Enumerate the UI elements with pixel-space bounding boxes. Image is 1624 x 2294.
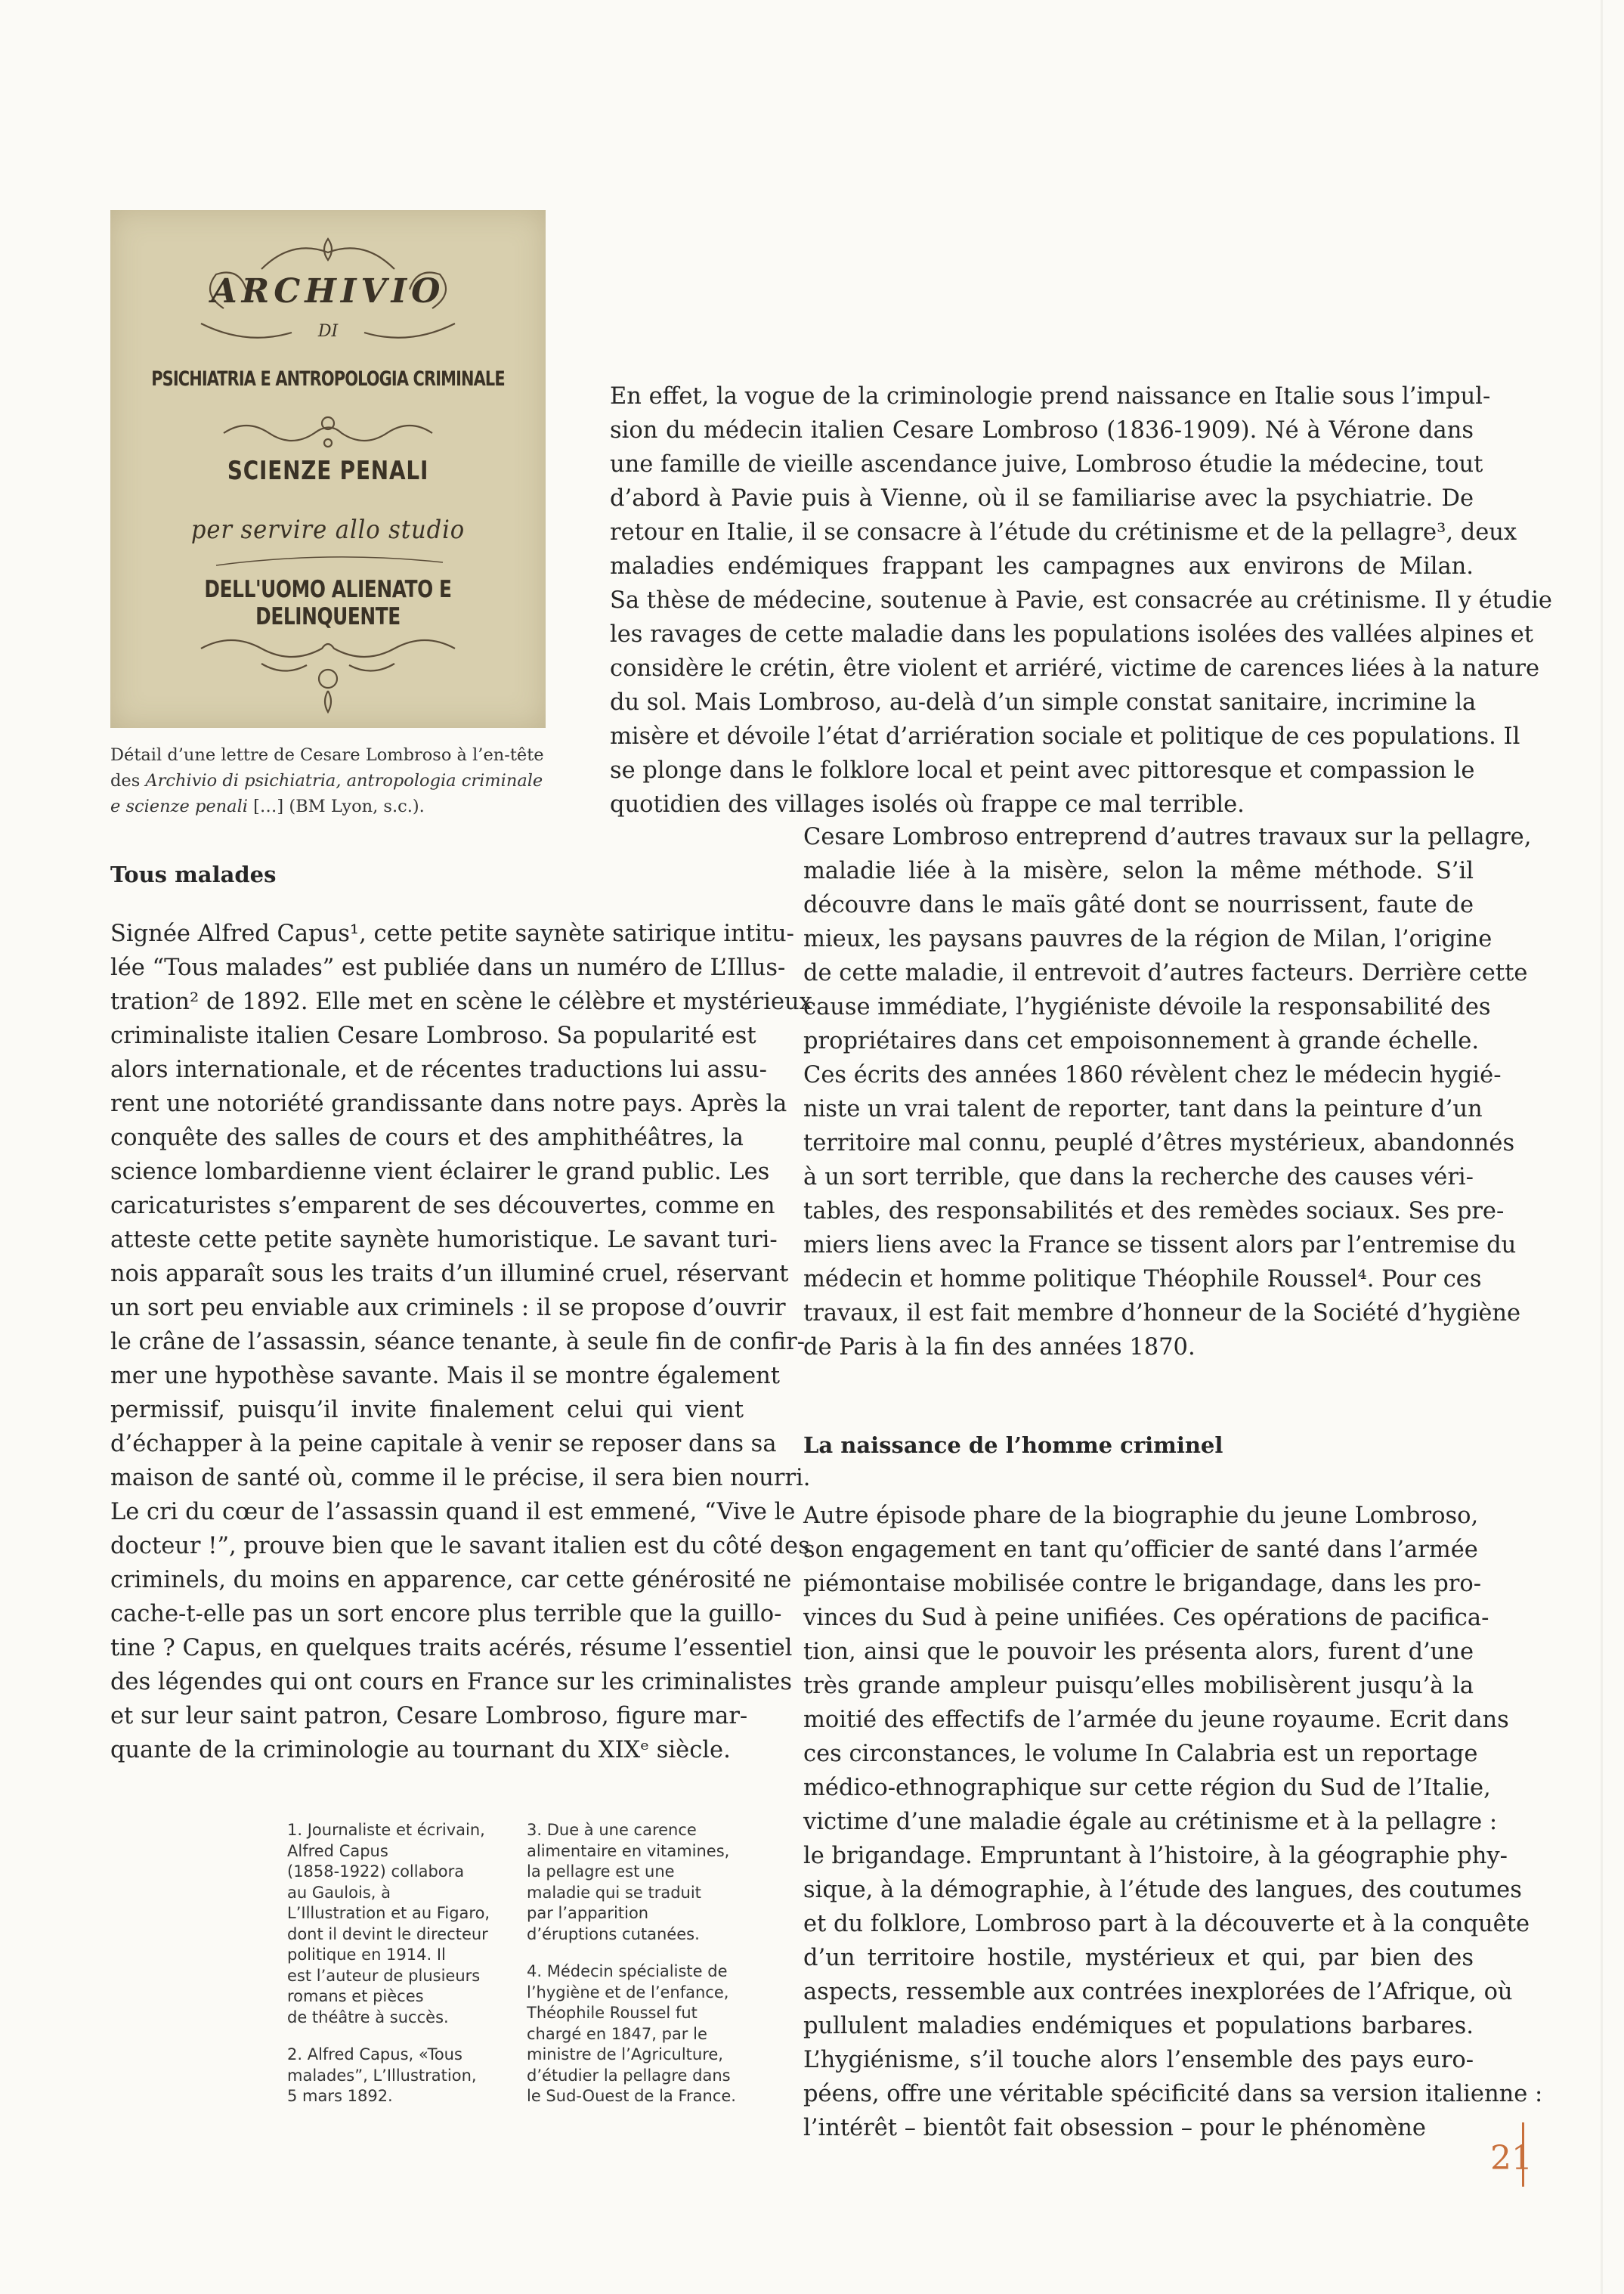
footnote-line: 3. Due à une carence bbox=[527, 1821, 697, 1839]
letterhead-archivio: ARCHIVIO bbox=[211, 272, 445, 311]
text-line: tables, des responsabilités et des remèdes sociaux. Ses pre- bbox=[803, 1198, 1505, 1224]
text-line: caricaturistes s’emparent de ses découvertes, comme en bbox=[110, 1193, 775, 1219]
text-line: victime d’une maladie égale au crétinisme et à la pellagre : bbox=[803, 1809, 1498, 1835]
text-middle-right bbox=[803, 820, 1532, 1364]
text-line: Sa thèse de médecine, soutenue à Pavie, est consacrée au crétinisme. Il y étudie bbox=[610, 587, 1552, 614]
text-line: sion du médecin italien Cesare Lombroso (1836-1909). Né à Vérone dans bbox=[610, 417, 1474, 444]
text-line: tion, ainsi que le pouvoir les présenta alors, furent d’une bbox=[803, 1639, 1474, 1665]
text-line: misère et dévoile l’état d’arriération sociale et politique de ces populations. Il bbox=[610, 723, 1520, 750]
footnote-line: ministre de l’Agriculture, bbox=[527, 2045, 723, 2063]
caption-suffix: […] (BM Lyon, s.c.). bbox=[247, 797, 425, 816]
footnote-2 bbox=[287, 2045, 499, 2107]
text-line: médecin et homme politique Théophile Roussel⁴. Pour ces bbox=[803, 1266, 1482, 1293]
footnote-line: 4. Médecin spécialiste de bbox=[527, 1962, 728, 1980]
text-line: moitié des effectifs de l’armée du jeune royaume. Ecrit dans bbox=[803, 1707, 1509, 1733]
text-line: niste un vrai talent de reporter, tant dans la peinture d’un bbox=[803, 1096, 1483, 1122]
text-line: Ces écrits des années 1860 révèlent chez le médecin hygié- bbox=[803, 1062, 1502, 1088]
text-line: science lombardienne vient éclairer le grand public. Les bbox=[110, 1159, 770, 1185]
text-line: permissif, puisqu’il invite finalement celui qui vient bbox=[110, 1397, 744, 1423]
text-line: d’échapper à la peine capitale à venir se reposer dans sa bbox=[110, 1431, 777, 1457]
page-edge bbox=[1601, 0, 1603, 2294]
text-left-column bbox=[110, 917, 812, 1767]
crown-ornament bbox=[324, 239, 332, 260]
text-line: découvre dans le maïs gâté dont se nourrissent, faute de bbox=[803, 892, 1474, 918]
text-line: quante de la criminologie au tournant du XIXᵉ siècle. bbox=[110, 1737, 731, 1763]
text-line: travaux, il est fait membre d’honneur de la Société d’hygiène bbox=[803, 1300, 1521, 1327]
footnote-line: dont il devint le directeur bbox=[287, 1924, 488, 1943]
bottom-flourish bbox=[201, 640, 455, 657]
footnote-line: politique en 1914. Il bbox=[287, 1946, 446, 1964]
heading-naissance: La naissance de l’homme criminel bbox=[803, 1432, 1223, 1458]
footnotes-column-1 bbox=[287, 1820, 499, 2124]
text-line: et du folklore, Lombroso part à la découverte et à la conquête bbox=[803, 1911, 1530, 1937]
text-line: vinces du Sud à peine unifiées. Ces opérations de pacifica- bbox=[803, 1605, 1489, 1631]
footnote-line: Alfred Capus bbox=[287, 1841, 388, 1860]
footnote-line: 1. Journaliste et écrivain, bbox=[287, 1821, 485, 1839]
text-line: atteste cette petite saynète humoristique. Le savant turi- bbox=[110, 1227, 778, 1253]
text-line: criminaliste italien Cesare Lombroso. Sa popularité est bbox=[110, 1023, 756, 1049]
text-line: territoire mal connu, peuplé d’êtres mystérieux, abandonnés bbox=[803, 1130, 1515, 1156]
text-line: criminels, du moins en apparence, car cette générosité ne bbox=[110, 1567, 792, 1593]
text-line: à un sort terrible, que dans la recherche des causes véri- bbox=[803, 1164, 1474, 1190]
text-line: les ravages de cette maladie dans les populations isolées des vallées alpines et bbox=[610, 621, 1534, 648]
text-line: cause immédiate, l’hygiéniste dévoile la responsabilité des bbox=[803, 994, 1491, 1020]
text-line: ces circonstances, le volume In Calabria est un reportage bbox=[803, 1741, 1478, 1767]
heading-tous-malades: Tous malades bbox=[110, 862, 277, 887]
text-line: péens, offre une véritable spécificité dans sa version italienne : bbox=[803, 2081, 1543, 2107]
footnote-line: romans et pièces bbox=[287, 1987, 424, 2005]
footnote-line: d’éruptions cutanées. bbox=[527, 1924, 700, 1943]
text-line: cache-t-elle pas un sort encore plus terrible que la guillo- bbox=[110, 1601, 782, 1627]
footnote-line: 5 mars 1892. bbox=[287, 2087, 393, 2105]
footnote-line: l’hygiène et de l’enfance, bbox=[527, 1983, 729, 2001]
footnote-line: chargé en 1847, par le bbox=[527, 2024, 707, 2043]
text-line: une famille de vieille ascendance juive, Lombroso étudie la médecine, tout bbox=[610, 451, 1483, 478]
image-caption bbox=[110, 742, 556, 819]
text-line: quotidien des villages isolés où frappe ce mal terrible. bbox=[610, 791, 1245, 818]
text-line: du sol. Mais Lombroso, au-delà d’un simple constat sanitaire, incrimine la bbox=[610, 689, 1477, 716]
text-line: des légendes qui ont cours en France sur les criminalistes bbox=[110, 1669, 792, 1695]
text-line: rent une notoriété grandissante dans notre pays. Après la bbox=[110, 1091, 787, 1117]
footnote-line: par l’apparition bbox=[527, 1904, 649, 1922]
text-line: Autre épisode phare de la biographie du jeune Lombroso, bbox=[803, 1503, 1479, 1529]
text-line: d’un territoire hostile, mystérieux et qui, par bien des bbox=[803, 1945, 1474, 1971]
text-line: le brigandage. Empruntant à l’histoire, à la géographie phy- bbox=[803, 1843, 1508, 1869]
text-line: L’hygiénisme, s’il touche alors l’ensemble des pays euro- bbox=[803, 2047, 1474, 2073]
footnote-line: est l’auteur de plusieurs bbox=[287, 1966, 481, 1985]
text-line: se plonge dans le folklore local et peint avec pittoresque et compassion le bbox=[610, 757, 1475, 784]
text-line: En effet, la vogue de la criminologie prend naissance en Italie sous l’impul- bbox=[610, 383, 1491, 410]
text-line: très grande ampleur puisqu’elles mobilisèrent jusqu’à la bbox=[803, 1673, 1474, 1699]
text-right-column bbox=[803, 1499, 1543, 2145]
footnote-line: d’étudier la pellagre dans bbox=[527, 2066, 731, 2085]
text-line: de Paris à la fin des années 1870. bbox=[803, 1334, 1196, 1361]
letterhead-uomo: DELL'UOMO ALIENATO E DELINQUENTE bbox=[204, 576, 452, 630]
text-line: alors internationale, et de récentes traductions lui assu- bbox=[110, 1057, 767, 1083]
text-line: pullulent maladies endémiques et populations barbares. bbox=[803, 2013, 1474, 2039]
letterhead-script: per servire allo studio bbox=[190, 515, 466, 545]
text-line: retour en Italie, il se consacre à l’étude du crétinisme et de la pellagre³, deux bbox=[610, 519, 1517, 546]
text-line: Cesare Lombroso entreprend d’autres travaux sur la pellagre, bbox=[803, 824, 1532, 850]
text-line: Le cri du cœur de l’assassin quand il est emmené, “Vive le bbox=[110, 1499, 796, 1525]
footnote-line: L’Illustration et au Figaro, bbox=[287, 1904, 490, 1922]
text-line: lée “Tous malades” est publiée dans un numéro de L’Illus- bbox=[110, 955, 786, 981]
footnote-line: la pellagre est une bbox=[527, 1862, 675, 1881]
footnote-line: Théophile Roussel fut bbox=[527, 2004, 698, 2022]
text-line: maladie liée à la misère, selon la même méthode. S’il bbox=[803, 858, 1474, 884]
text-line: de cette maladie, il entrevoit d’autres facteurs. Derrière cette bbox=[803, 960, 1528, 986]
footnote-line: alimentaire en vitamines, bbox=[527, 1841, 730, 1860]
footnote-line: maladie qui se traduit bbox=[527, 1883, 701, 1902]
text-line: maison de santé où, comme il le précise, il sera bien nourri. bbox=[110, 1465, 811, 1491]
footnotes-column-2 bbox=[527, 1820, 769, 2124]
footnote-1 bbox=[287, 1820, 499, 2028]
page-number: 21 bbox=[1490, 2139, 1533, 2178]
text-line: Signée Alfred Capus¹, cette petite saynète satirique intitu- bbox=[110, 921, 794, 947]
footnote-4 bbox=[527, 1961, 769, 2107]
text-line: considère le crétin, être violent et arriéré, victime de carences liées à la nature bbox=[610, 655, 1540, 682]
footnote-line: malades”, L’Illustration, bbox=[287, 2066, 477, 2085]
footnote-line: (1858-1922) collabora bbox=[287, 1862, 465, 1881]
text-line: maladies endémiques frappant les campagnes aux environs de Milan. bbox=[610, 553, 1474, 580]
letterhead-image bbox=[110, 210, 546, 728]
text-line: docteur !”, prouve bien que le savant italien est du côté des bbox=[110, 1533, 810, 1559]
text-line: son engagement en tant qu’officier de santé dans l’armée bbox=[803, 1537, 1478, 1563]
text-line: mer une hypothèse savante. Mais il se montre également bbox=[110, 1363, 781, 1389]
caption-prefix: Détail d’une lettre de Cesare Lombroso à l’en-tête des bbox=[110, 745, 544, 791]
footnote-line: le Sud-Ouest de la France. bbox=[527, 2087, 736, 2105]
text-line: un sort peu enviable aux criminels : il se propose d’ouvrir bbox=[110, 1295, 786, 1321]
footnote-3 bbox=[527, 1820, 769, 1945]
text-line: nois apparaît sous les traits d’un illuminé cruel, réservant bbox=[110, 1261, 789, 1287]
text-line: piémontaise mobilisée contre le brigandage, dans les pro- bbox=[803, 1571, 1482, 1597]
footnote-line: 2. Alfred Capus, «Tous bbox=[287, 2045, 462, 2063]
text-line: l’intérêt – bientôt fait obsession – pour le phénomène bbox=[803, 2115, 1426, 2141]
text-line: miers liens avec la France se tissent alors par l’entremise du bbox=[803, 1232, 1517, 1258]
text-line: conquête des salles de cours et des amphithéâtres, la bbox=[110, 1125, 744, 1151]
text-line: tration² de 1892. Elle met en scène le célèbre et mystérieux bbox=[110, 989, 812, 1015]
letterhead-psichiatria: PSICHIATRIA E ANTROPOLOGIA CRIMINALE bbox=[151, 367, 505, 391]
letterhead-di: DI bbox=[317, 322, 339, 341]
text-line: médico-ethnographique sur cette région du Sud de l’Italie, bbox=[803, 1775, 1491, 1801]
text-line: le crâne de l’assassin, séance tenante, à seule fin de confir- bbox=[110, 1329, 806, 1355]
text-line: d’abord à Pavie puis à Vienne, où il se familiarise avec la psychiatrie. De bbox=[610, 485, 1474, 512]
footnote-line: au Gaulois, à bbox=[287, 1883, 391, 1902]
text-line: tine ? Capus, en quelques traits acérés, résume l’essentiel bbox=[110, 1635, 793, 1661]
text-line: mieux, les paysans pauvres de la région de Milan, l’origine bbox=[803, 926, 1493, 952]
text-line: propriétaires dans cet empoisonnement à grande échelle. bbox=[803, 1028, 1480, 1054]
letterhead-scienze-penali: SCIENZE PENALI bbox=[227, 456, 429, 486]
caption-italic-title: Archivio di psichiatria, antropologia criminale e scienze penali bbox=[110, 771, 543, 816]
text-line: sique, à la démographie, à l’étude des langues, des coutumes bbox=[803, 1877, 1522, 1903]
text-line: et sur leur saint patron, Cesare Lombroso, figure mar- bbox=[110, 1703, 748, 1729]
footnote-line: de théâtre à succès. bbox=[287, 2008, 449, 2026]
text-line: aspects, ressemble aux contrées inexplorées de l’Afrique, où bbox=[803, 1979, 1513, 2005]
text-intro bbox=[610, 379, 1552, 822]
